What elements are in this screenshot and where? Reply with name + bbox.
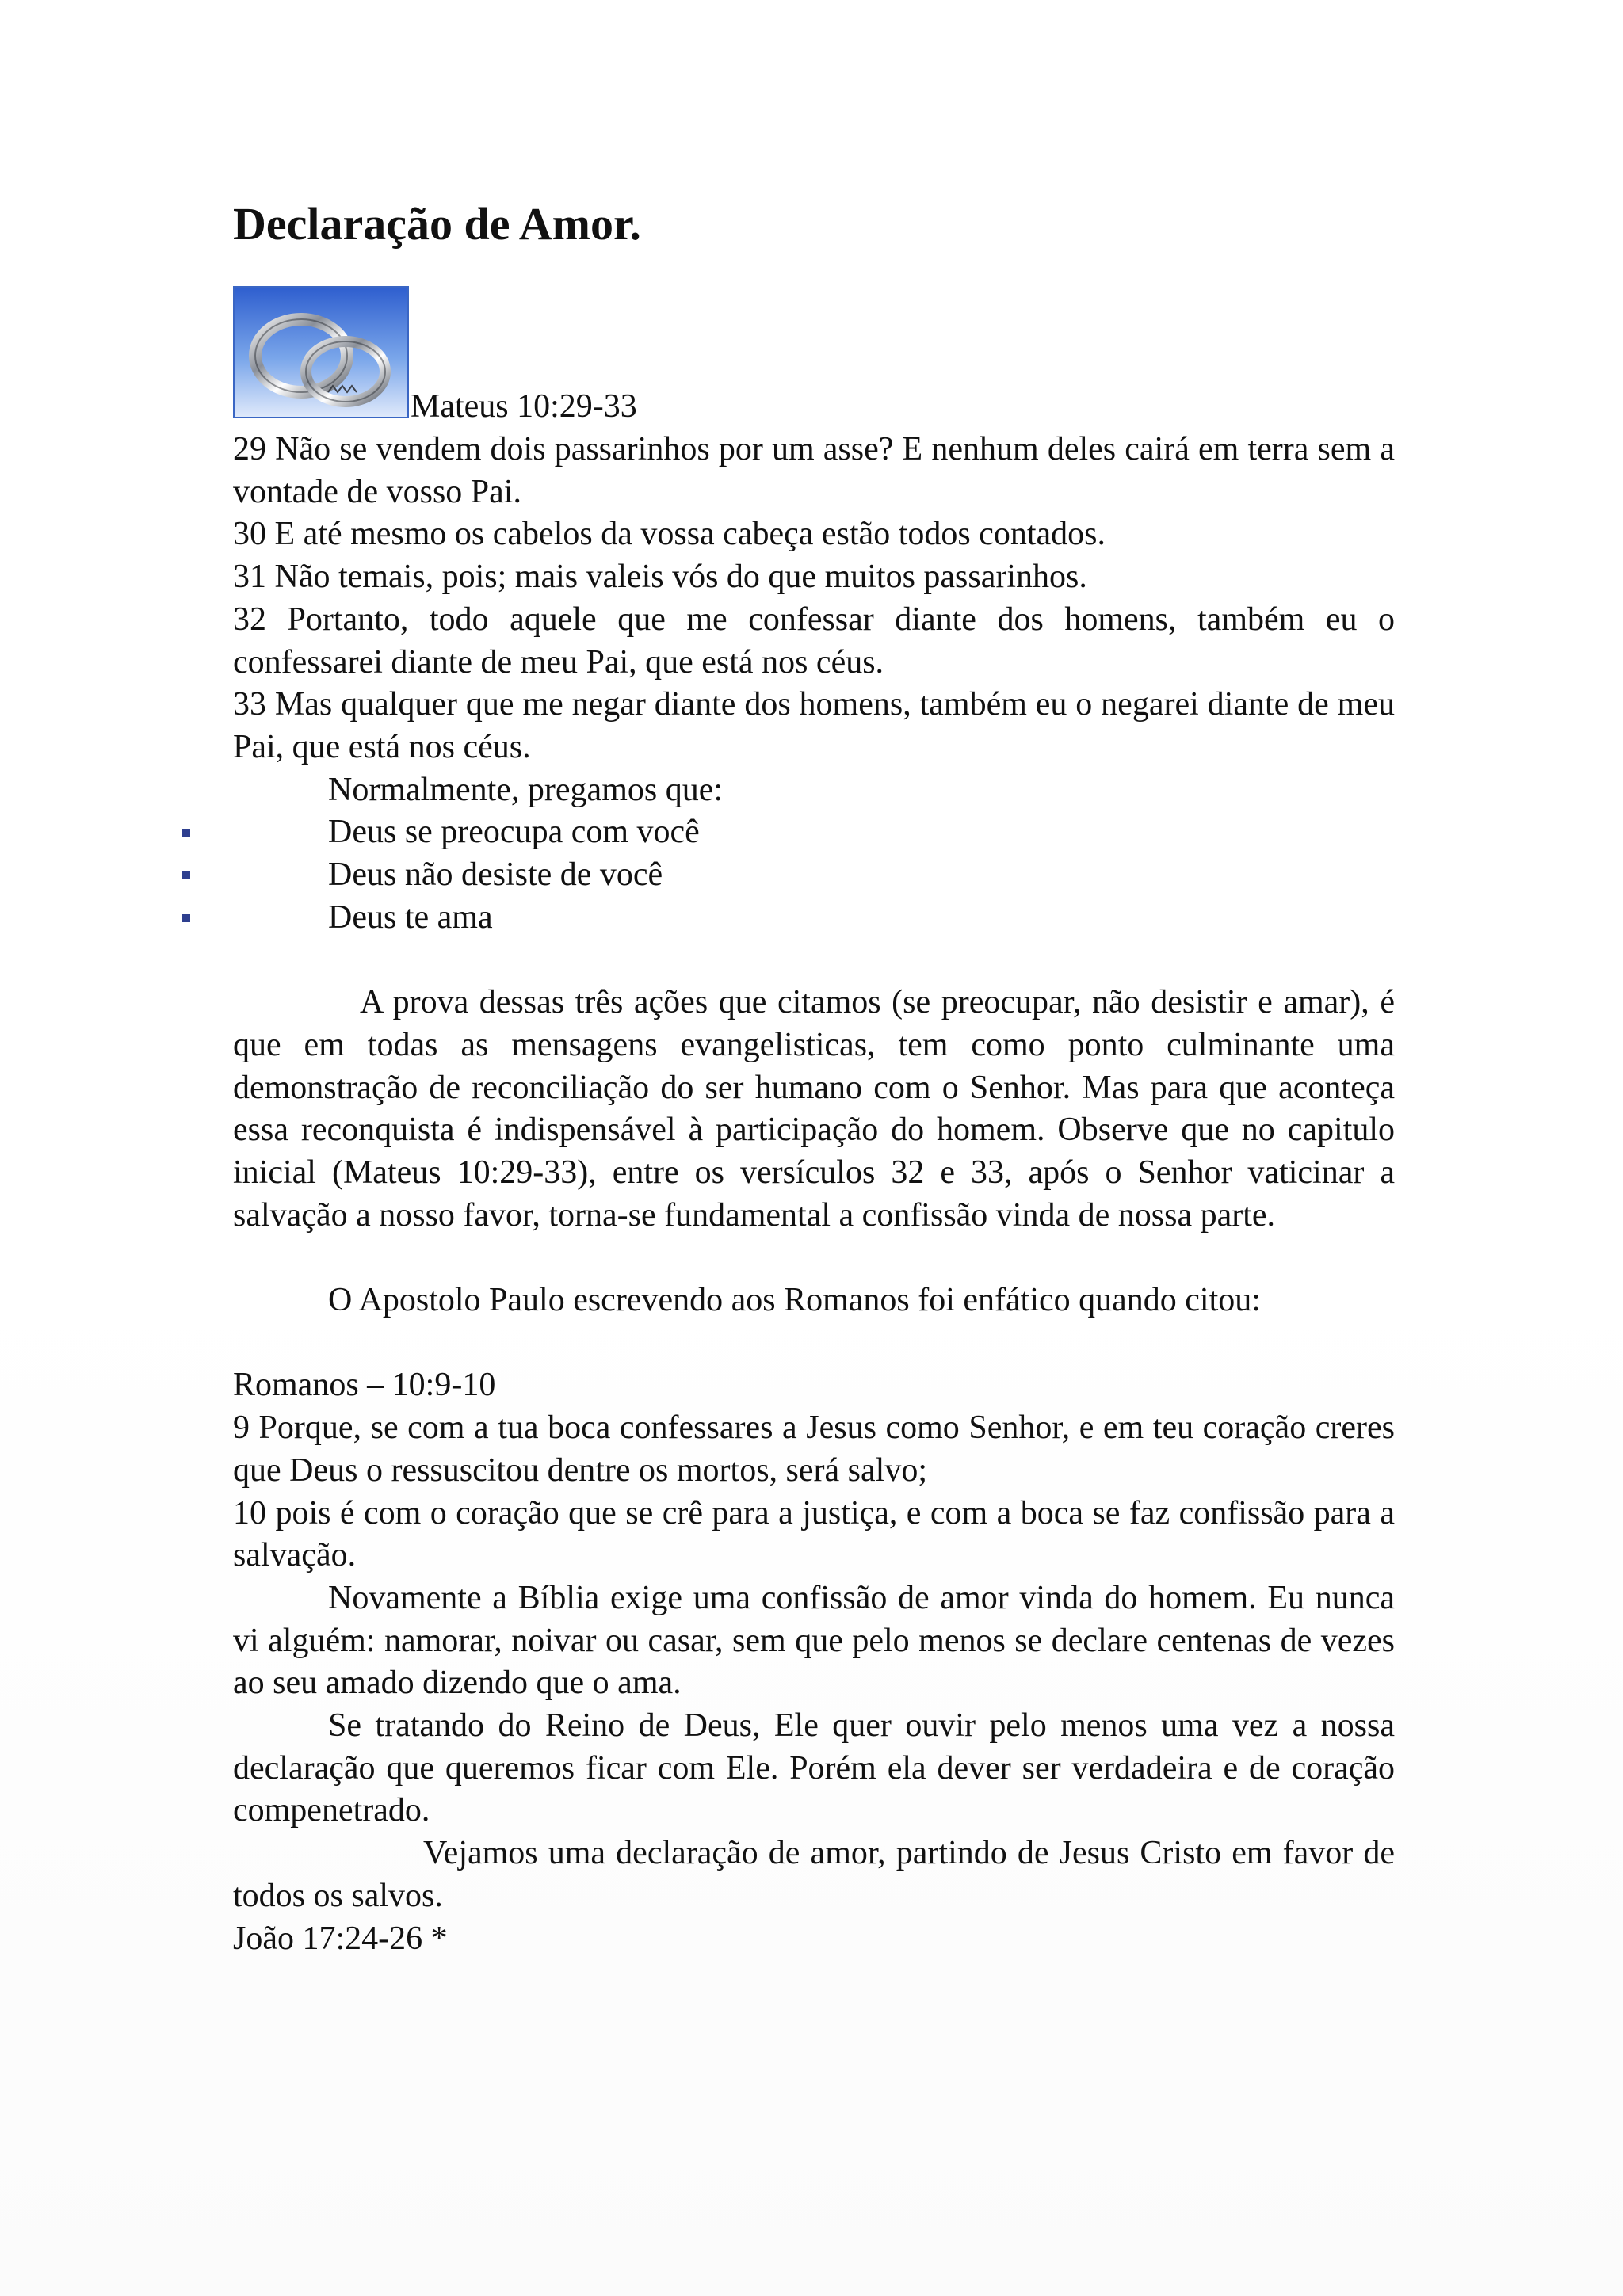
bullet-text: Deus se preocupa com você bbox=[328, 814, 700, 851]
list-item bbox=[233, 811, 1395, 854]
paragraph: O Apostolo Paulo escrevendo aos Romanos foi enfático quando citou: bbox=[328, 1282, 1261, 1319]
paragraph: Novamente a Bíblia exige uma confissão de amor vinda do homem. Eu nunca vi alguém: namorar, noivar ou casar, sem que pelo menos se declare centenas de vezes ao seu amado dizendo que o ama. bbox=[233, 1579, 1395, 1702]
bullet-text: Deus te ama bbox=[328, 898, 493, 936]
paragraph: A prova dessas três ações que citamos (se preocupar, não desistir e amar), é que em todas as mensagens evangelisticas, tem como ponto culminante uma demonstração de reconciliação do ser humano com o Senhor. Mas para que aconteça essa reconquista é indispensável à participação do homem. Observe que no capitulo inicial (Mateus 10:29-33), entre os versículos 32 e 33, após o Senhor vaticinar a salvação a nosso favor, torna-se fundamental a confissão vinda de nossa parte. bbox=[233, 984, 1395, 1234]
bullet-text: Deus não desiste de você bbox=[328, 856, 663, 894]
list-item bbox=[233, 854, 1395, 897]
wedding-rings-image bbox=[233, 286, 409, 418]
paragraph: Vejamos uma declaração de amor, partindo de Jesus Cristo em favor de todos os salvos. bbox=[233, 1835, 1395, 1914]
list-item bbox=[233, 897, 1395, 940]
verse-33: 33 Mas qualquer que me negar diante dos homens, também eu o negarei diante de meu Pai, que está nos céus. bbox=[233, 686, 1395, 765]
paragraph: Se tratando do Reino de Deus, Ele quer ouvir pelo menos uma vez a nossa declaração que queremos ficar com Ele. Porém ela dever ser verdadeira e de coração compenetrado. bbox=[233, 1707, 1395, 1829]
spacer bbox=[233, 1237, 1395, 1280]
verse-9: 9 Porque, se com a tua boca confessares a Jesus como Senhor, e em teu coração creres que Deus o ressuscitou dentre os mortos, será salvo; bbox=[233, 1409, 1395, 1489]
document-title: Declaração de Amor. bbox=[233, 198, 641, 250]
verse-30: 30 E até mesmo os cabelos da vossa cabeça estão todos contados. bbox=[233, 516, 1106, 553]
scripture-reference-romans: Romanos – 10:9-10 bbox=[233, 1367, 496, 1404]
verse-10: 10 pois é com o coração que se crê para a justiça, e com a boca se faz confissão para a salvação. bbox=[233, 1494, 1395, 1574]
document-body bbox=[233, 429, 1395, 1960]
bullet-icon bbox=[182, 829, 190, 837]
verse-32: 32 Portanto, todo aquele que me confessar diante dos homens, também eu o confessarei diante de meu Pai, que está nos céus. bbox=[233, 601, 1395, 681]
scripture-reference-matthew: Mateus 10:29-33 bbox=[411, 388, 637, 425]
bullet-list bbox=[233, 811, 1395, 939]
verse-31: 31 Não temais, pois; mais valeis vós do que muitos passarinhos. bbox=[233, 559, 1087, 596]
scripture-reference-john: João 17:24-26 * bbox=[233, 1920, 448, 1957]
spacer bbox=[233, 1322, 1395, 1365]
wedding-rings-icon bbox=[235, 288, 407, 417]
bullet-icon bbox=[182, 871, 190, 879]
verse-29: 29 Não se vendem dois passarinhos por um asse? E nenhum deles cairá em terra sem a vontade de vosso Pai. bbox=[233, 431, 1395, 510]
intro-text: Normalmente, pregamos que: bbox=[328, 771, 724, 808]
spacer bbox=[233, 939, 1395, 982]
bullet-icon bbox=[182, 914, 190, 922]
